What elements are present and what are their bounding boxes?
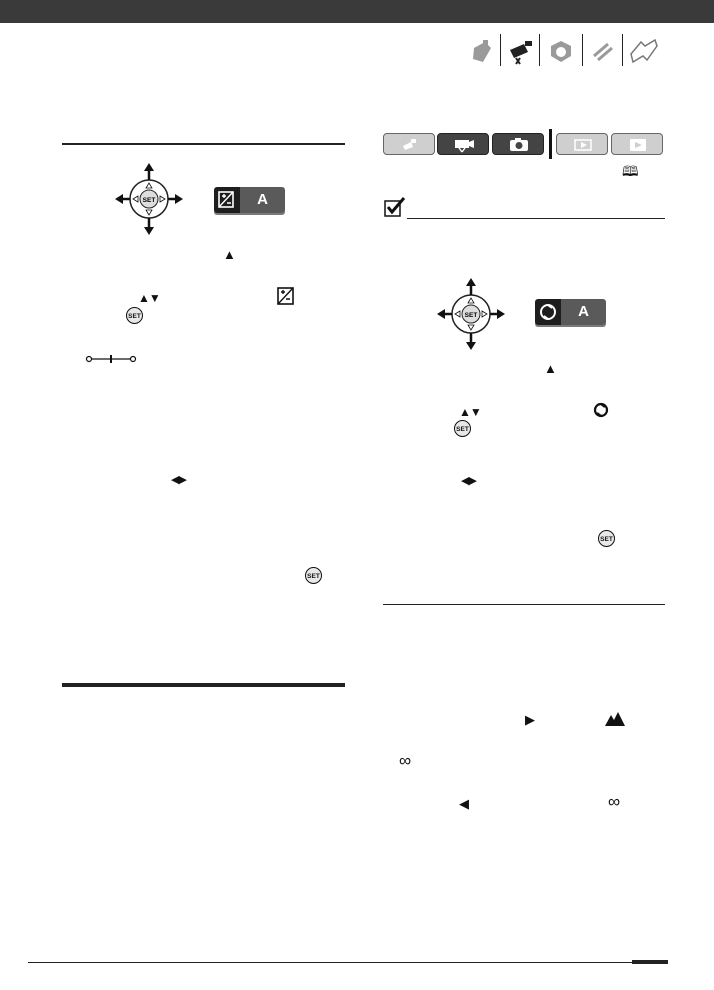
up-down-arrow-icon: ▲▼ xyxy=(138,291,160,305)
top-header-bar xyxy=(0,0,714,23)
section-rule-left-top xyxy=(62,143,345,145)
infinity-icon: ∞ xyxy=(608,792,621,811)
left-right-arrow-icon: ◀▶ xyxy=(171,474,186,486)
mode-easy-playback-button xyxy=(556,133,608,155)
easy-mode-icon xyxy=(384,134,436,156)
focus-icon xyxy=(535,299,561,325)
set-button-icon: SET xyxy=(598,530,615,547)
up-arrow-icon: ▲ xyxy=(223,247,236,262)
exposure-bar-icon xyxy=(85,354,137,364)
playback-icon xyxy=(612,134,664,156)
exposure-icon xyxy=(214,187,240,213)
joystick-diagram-right xyxy=(435,276,507,352)
exposure-small-icon xyxy=(277,287,294,305)
set-button-icon: SET xyxy=(454,420,471,437)
set-button-icon: SET xyxy=(126,307,143,324)
exposure-value: A xyxy=(240,187,285,213)
photo-mode-icon xyxy=(493,134,545,156)
footer-rule-end xyxy=(632,960,668,964)
mode-playback-button xyxy=(611,133,663,155)
exposure-indicator-chip xyxy=(214,187,285,213)
left-arrow-icon: ◀ xyxy=(459,796,469,811)
movie-mode-icon xyxy=(438,134,490,156)
right-arrow-icon: ▶ xyxy=(525,712,535,727)
up-down-arrow-icon: ▲▼ xyxy=(459,405,481,419)
photo-icon xyxy=(545,34,578,68)
tab-divider xyxy=(539,34,540,66)
joystick-diagram-left xyxy=(113,161,185,237)
mode-movie-button xyxy=(437,133,489,155)
set-button-icon: SET xyxy=(305,567,322,584)
svg-text:SET: SET xyxy=(464,312,478,319)
section-rule-right-mid xyxy=(383,604,665,605)
footer-rule xyxy=(28,962,632,963)
tab-divider xyxy=(622,34,623,66)
book-ref-icon: 🕮 xyxy=(622,163,639,179)
mode-photo-button xyxy=(492,133,544,155)
svg-text:SET: SET xyxy=(142,197,156,204)
book-icon xyxy=(627,34,660,68)
video-camera-icon xyxy=(504,34,537,68)
mode-easy-button xyxy=(383,133,435,155)
left-right-arrow-icon: ◀▶ xyxy=(461,475,476,487)
tab-divider xyxy=(500,34,501,66)
focus-small-icon xyxy=(592,401,610,419)
easy-playback-icon xyxy=(557,134,609,156)
tab-divider xyxy=(582,34,583,66)
focus-value: A xyxy=(561,299,606,325)
focus-indicator-chip xyxy=(535,299,606,325)
up-arrow-icon: ▲ xyxy=(544,361,557,376)
infinity-icon: ∞ xyxy=(399,751,412,770)
mountain-icon xyxy=(604,711,626,727)
mode-divider xyxy=(549,129,552,159)
preparation-icon xyxy=(465,34,498,68)
section-rule-left-bottom xyxy=(62,683,345,687)
connect-icon xyxy=(586,34,619,68)
checkbox-icon xyxy=(383,195,407,219)
section-rule-right-top xyxy=(407,218,665,219)
